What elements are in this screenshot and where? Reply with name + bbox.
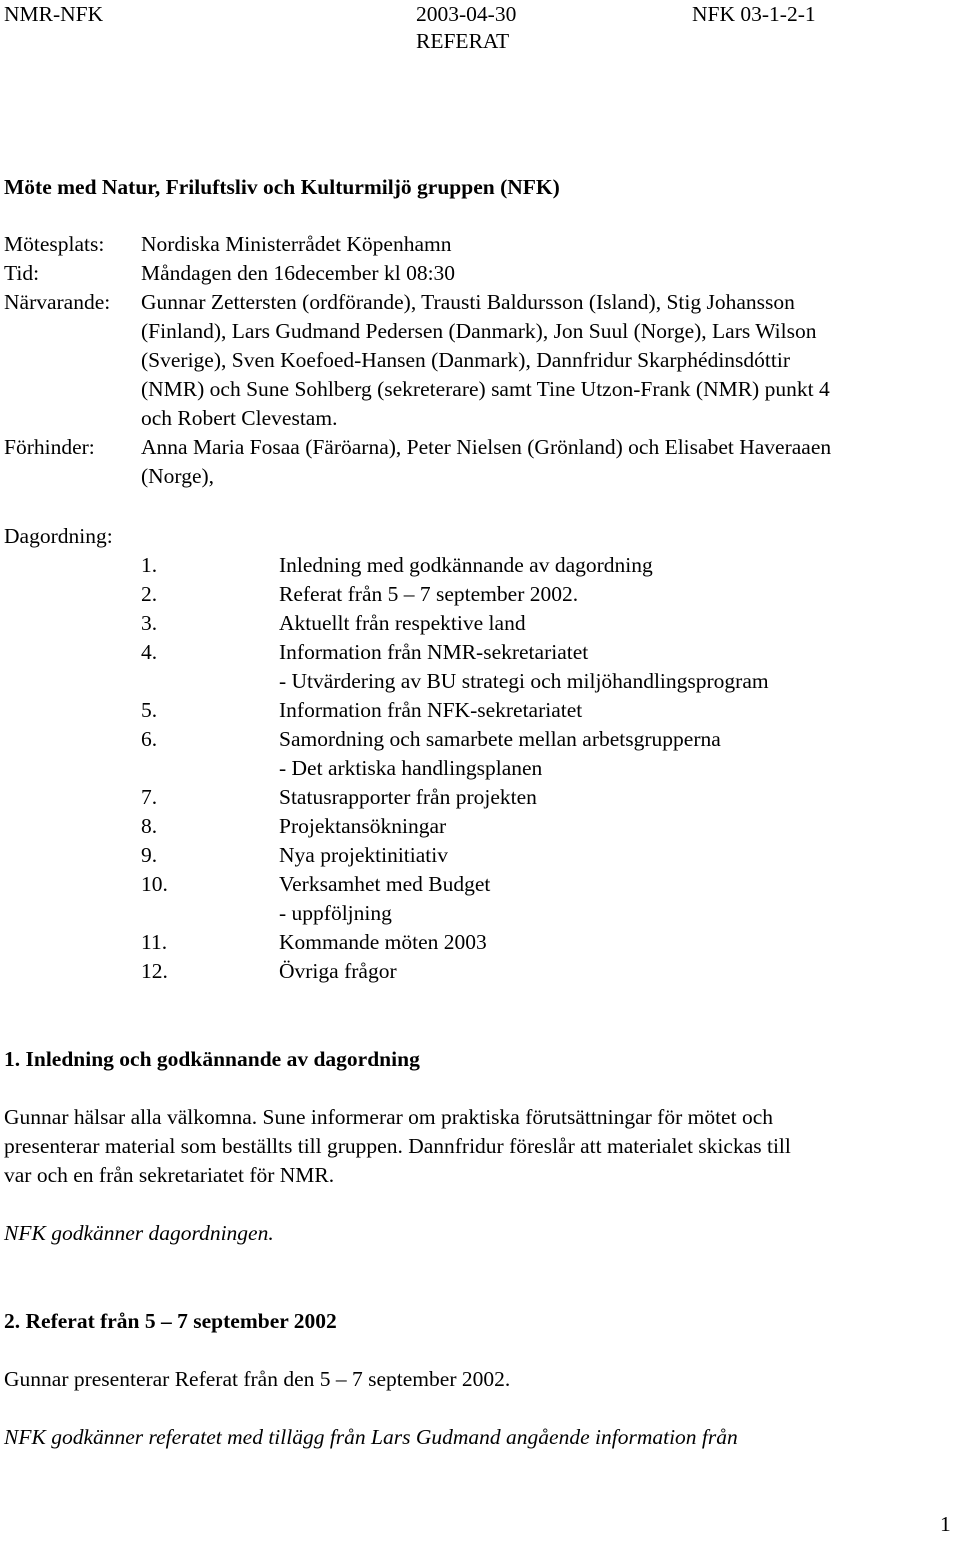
section-1-decision: NFK godkänner dagordningen. — [4, 1221, 274, 1245]
agenda-item-number: 8. — [141, 814, 158, 838]
agenda-item-text: Samordning och samarbete mellan arbetsgrupperna — [279, 727, 721, 751]
agenda-item-text: Kommande möten 2003 — [279, 930, 487, 954]
agenda-item-text: Referat från 5 – 7 september 2002. — [279, 582, 579, 606]
agenda-item-number: 9. — [141, 843, 158, 867]
section-1-body-line: presenterar material som beställts till gruppen. Dannfridur föreslår att materialet skickas till — [4, 1134, 791, 1158]
absentees-line: Anna Maria Fosaa (Färöarna), Peter Nielsen (Grönland) och Elisabet Haveraaen — [141, 435, 832, 459]
absentees-label: Förhinder: — [4, 435, 95, 459]
meeting-time-value: Måndagen den 16december kl 08:30 — [141, 261, 456, 285]
agenda-item-text: Inledning med godkännande av dagordning — [279, 553, 653, 577]
agenda-item-text: Projektansökningar — [279, 814, 447, 838]
meeting-time-label: Tid: — [4, 261, 40, 285]
agenda-item-text: Nya projektinitiativ — [279, 843, 448, 867]
attendees-line: (NMR) och Sune Sohlberg (sekreterare) samt Tine Utzon-Frank (NMR) punkt 4 — [141, 377, 830, 401]
attendees-label: Närvarande: — [4, 290, 111, 314]
absentees-line: (Norge), — [141, 464, 215, 488]
agenda-item-text: - Utvärdering av BU strategi och miljöhandlingsprogram — [279, 669, 769, 693]
header-doc-ref: NFK 03-1-2-1 — [692, 2, 816, 26]
meeting-place-value: Nordiska Ministerrådet Köpenhamn — [141, 232, 452, 256]
agenda-item-text: Aktuellt från respektive land — [279, 611, 526, 635]
header-date: 2003-04-30 — [416, 2, 517, 26]
agenda-item-text: Information från NFK-sekretariatet — [279, 698, 583, 722]
attendees-line: (Finland), Lars Gudmand Pedersen (Danmark), Jon Suul (Norge), Lars Wilson — [141, 319, 817, 343]
page-title: Möte med Natur, Friluftsliv och Kulturmiljö gruppen (NFK) — [4, 175, 560, 199]
attendees-line: (Sverige), Sven Koefoed-Hansen (Danmark), Dannfridur Skarphédinsdóttir — [141, 348, 790, 372]
agenda-item-number: 12. — [141, 959, 168, 983]
agenda-item-number: 11. — [141, 930, 168, 954]
section-1-body-line: Gunnar hälsar alla välkomna. Sune informerar om praktiska förutsättningar för mötet och — [4, 1105, 773, 1129]
agenda-item-number: 3. — [141, 611, 158, 635]
meeting-place-label: Mötesplats: — [4, 232, 105, 256]
agenda-label: Dagordning: — [4, 524, 113, 548]
agenda-item-number: 6. — [141, 727, 158, 751]
header-org: NMR-NFK — [4, 2, 104, 26]
agenda-item-number: 7. — [141, 785, 158, 809]
agenda-item-text: Information från NMR-sekretariatet — [279, 640, 589, 664]
agenda-item-number: 4. — [141, 640, 158, 664]
header-doc-type: REFERAT — [416, 29, 510, 53]
section-2-body: Gunnar presenterar Referat från den 5 – 7 september 2002. — [4, 1367, 511, 1391]
agenda-item-text: - Det arktiska handlingsplanen — [279, 756, 543, 780]
agenda-item-number: 1. — [141, 553, 158, 577]
attendees-line: Gunnar Zettersten (ordförande), Trausti Baldursson (Island), Stig Johansson — [141, 290, 795, 314]
section-1-body-line: var och en från sekretariatet för NMR. — [4, 1163, 335, 1187]
agenda-item-number: 2. — [141, 582, 158, 606]
agenda-item-number: 10. — [141, 872, 168, 896]
agenda-item-text: Statusrapporter från projekten — [279, 785, 537, 809]
attendees-line: och Robert Clevestam. — [141, 406, 338, 430]
agenda-item-text: Övriga frågor — [279, 959, 397, 983]
agenda-item-text: - uppföljning — [279, 901, 392, 925]
agenda-item-number: 5. — [141, 698, 158, 722]
page-number: 1 — [940, 1512, 951, 1536]
section-2-decision: NFK godkänner referatet med tillägg från Lars Gudmand angående information från — [4, 1425, 738, 1449]
agenda-item-text: Verksamhet med Budget — [279, 872, 491, 896]
section-1-heading: 1. Inledning och godkännande av dagordning — [4, 1047, 420, 1071]
section-2-heading: 2. Referat från 5 – 7 september 2002 — [4, 1309, 337, 1333]
